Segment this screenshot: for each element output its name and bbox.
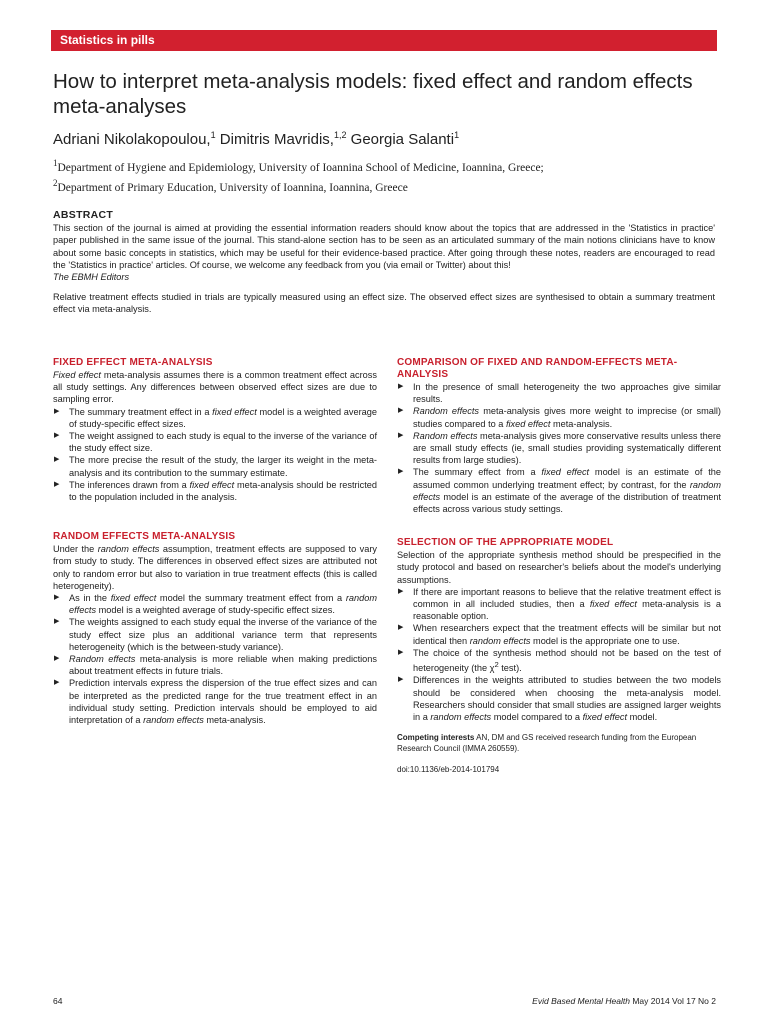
section-heading-selection: SELECTION OF THE APPROPRIATE MODEL (397, 537, 614, 549)
author-name: Adriani Nikolakopoulou, (53, 131, 211, 148)
selection-intro: Selection of the appropriate synthesis method should be prespecified in the study protocol and based on researcher's beliefs about the model's underlying assumptions. (397, 550, 721, 585)
list-item: ▶ As in the fixed effect model the summary treatment effect from a random effects model is a weighted average of study-specific effect sizes. (53, 592, 377, 616)
intro-paragraph: Relative treatment effects studied in trials are typically measured using an effect size. The observed effect sizes are synthesised to obtain a summary treatment effect via meta-analysis. (53, 292, 715, 315)
list-item: ▶ Random effects meta-analysis is more reliable when making predictions about treatment effects in future trials. (53, 653, 377, 677)
selection-bullets (397, 586, 721, 723)
list-item: ▶ When researchers expect that the treatment effects will be similar but not identical then random effects model is the appropriate one to use. (397, 622, 721, 646)
list-item: ▶ The weight assigned to each study is equal to the inverse of the variance of the study effect size. (53, 430, 377, 454)
section-heading-comparison: COMPARISON OF FIXED AND RANDOM-EFFECTS META-ANALYSIS (397, 357, 678, 380)
list-item: ▶ If there are important reasons to believe that the relative treatment effect is common in all included studies, then a fixed effect meta-analysis is a reasonable option. (397, 586, 721, 623)
abstract-signoff: The EBMH Editors (53, 272, 130, 283)
section-banner: Statistics in pills (51, 30, 717, 51)
abstract-heading: ABSTRACT (53, 209, 114, 221)
right-column (397, 357, 721, 776)
random-bullets (53, 592, 377, 726)
author-affil-ref: 1 (210, 130, 216, 140)
list-item: ▶ The choice of the synthesis method should not be based on the test of heterogeneity (the $\chi^2$ test). (397, 647, 721, 674)
abstract-section (53, 209, 715, 316)
list-item: ▶ Random effects meta-analysis gives more conservative results unless there are small study effects (ie, small studies providing systematically different results from large studies). (397, 430, 721, 467)
author-affil-ref: 1 (454, 130, 460, 140)
section-heading-random: RANDOM EFFECTS META-ANALYSIS (53, 531, 236, 543)
random-intro: Under the random effects assumption, treatment effects are supposed to vary from study to study. The differences in observed effect sizes are attributed not only to random error but also to variation in true treatment effects (this is called heterogeneity). (53, 544, 377, 591)
journal-footer: Evid Based Mental Health May 2014 Vol 17 No 2 (532, 996, 716, 1006)
fixed-intro: Fixed effect meta-analysis assumes there is a common treatment effect across all study settings. Any differences between observed effect sizes are due to sampling error. (53, 370, 377, 405)
doi-link[interactable]: doi:10.1136/eb-2014-101794 (397, 765, 500, 775)
article-title: How to interpret meta-analysis models: fixed effect and random effects meta-analyses (53, 70, 693, 118)
author-name: Georgia Salanti (350, 131, 455, 148)
fixed-bullets (53, 406, 377, 504)
page-number: 64 (53, 996, 63, 1006)
list-item: ▶ Differences in the weights attributed to studies between the two models should be considered when choosing the meta-analysis model. Researchers should consider that small studies are assigned larger weights in a random effects model compared to a fixed effect model. (397, 674, 721, 723)
competing-interests: Competing interests AN, DM and GS received research funding from the European Research Council (IMMA 260559). (397, 733, 697, 753)
affiliations (53, 156, 713, 196)
abstract-text: This section of the journal is aimed at providing the essential information readers should know about the topics that are addressed in the 'Statistics in practice' paper published in the same issue of the journal. This stand-alone section has to be seen as an articulated summary of the main notions clinicians have to know about some basic concepts in statistics, which may be useful for their evidence-based practice. After going through these notes, readers are encouraged to read the 'Statistics in practice' articles. Of course, we welcome any feedback from you (via email or Twitter) about this! (53, 223, 715, 270)
list-item: ▶ The summary effect from a fixed effect model is an estimate of the assumed common underlying treatment effect; by contrast, for the random effects model is an estimate of the average of the distribution of treatment effects across various study settings. (397, 466, 721, 515)
affiliation-line: $^2$Department of Primary Education, University of Ioannina, Ioannina, Greece (53, 177, 408, 194)
list-item: ▶ Random effects meta-analysis gives more weight to imprecise (or small) studies compared to a fixed effect meta-analysis. (397, 405, 721, 429)
list-item: ▶ The inferences drawn from a fixed effect meta-analysis should be restricted to the population included in the analysis. (53, 479, 377, 503)
left-column (53, 357, 377, 726)
list-item: ▶ Prediction intervals express the dispersion of the true effect sizes and can be interpreted as the predicted range for the true treatment effect in an individual study setting. Prediction intervals should be employed to aid interpretation of a random effects meta-analysis. (53, 677, 377, 726)
author-list (53, 125, 693, 150)
list-item: ▶ The weights assigned to each study equal the inverse of the variance of the study effect size plus an additional variance term that represents heterogeneity (which is the between-study variance). (53, 616, 377, 653)
list-item: ▶ The more precise the result of the study, the larger its weight in the meta-analysis and its contribution to the summary estimate. (53, 454, 377, 478)
author-affil-ref: 1,2 (333, 130, 347, 140)
affiliation-line: $^1$Department of Hygiene and Epidemiology, University of Ioannina School of Medicine, Ioannina, Greece; (53, 158, 544, 174)
list-item: ▶ The summary treatment effect in a fixed effect model is a weighted average of study-specific effect sizes. (53, 406, 377, 430)
comparison-bullets (397, 381, 721, 515)
list-item: ▶ In the presence of small heterogeneity the two approaches give similar results. (397, 381, 721, 405)
author-name: Dimitris Mavridis, (219, 131, 334, 148)
section-heading-fixed: FIXED EFFECT META-ANALYSIS (53, 357, 213, 368)
